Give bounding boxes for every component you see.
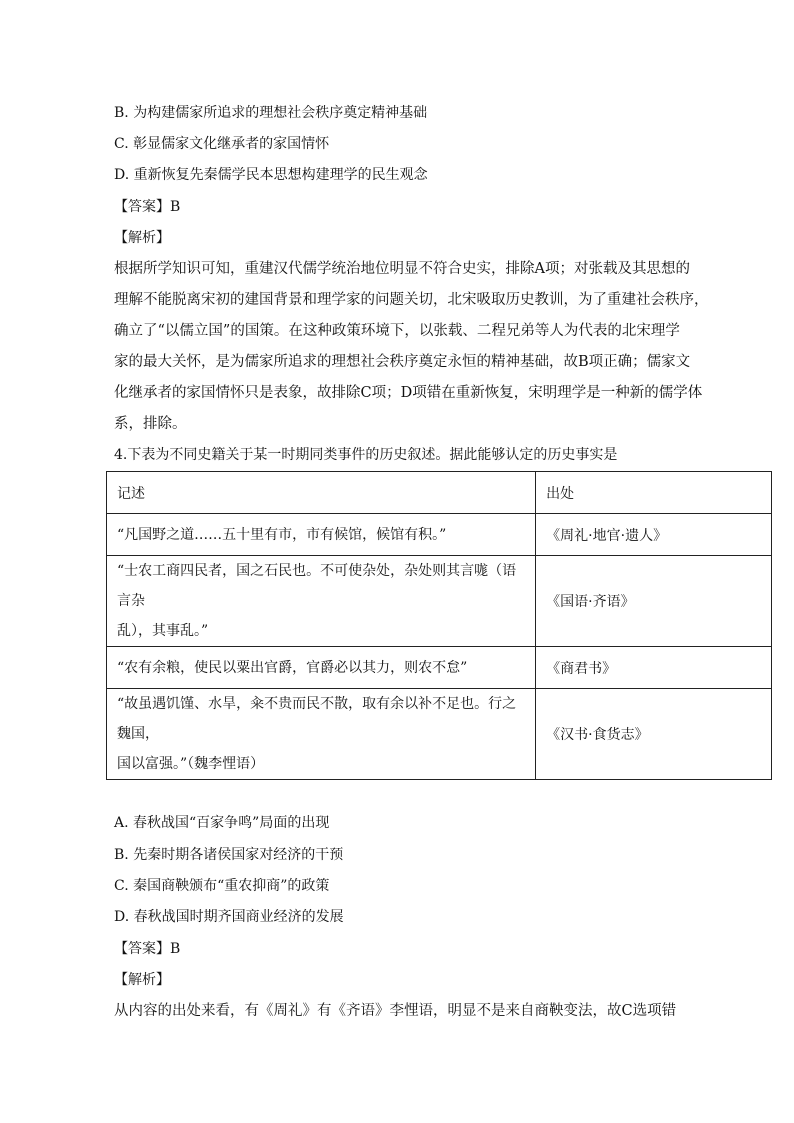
source-cell: 《商君书》 — [536, 647, 772, 689]
analysis-label-prev: 【解析】 — [114, 230, 170, 246]
analysis-prev-line: 化继承者的家国情怀只是表象，故排除C项；D项错在重新恢复，宋明理学是一种新的儒学体 — [114, 385, 703, 401]
analysis-first-line: 从内容的出处来看，有《周礼》有《齐语》李悝语，明显不是来自商鞅变法，故C选项错 — [114, 1003, 677, 1019]
table-row — [107, 647, 772, 689]
record-line: “士农工商四民者，国之石民也。不可使杂处，杂处则其言哤（语言杂 — [117, 563, 517, 609]
answer-prev: 【答案】B — [114, 199, 181, 215]
analysis-prev-line: 系，排除。 — [114, 416, 187, 432]
option-c: C. 秦国商鞅颁布“重农抑商”的政策 — [114, 878, 330, 894]
table-row — [107, 514, 772, 556]
option-b-prev: B. 为构建儒家所追求的理想社会秩序奠定精神基础 — [114, 105, 428, 121]
table-header-row — [107, 472, 772, 514]
record-line: 乱），其事乱。” — [117, 623, 209, 639]
analysis-prev-line: 理解不能脱离宋初的建国背景和理学家的问题关切，北宋吸取历史教训，为了重建社会秩序， — [114, 292, 709, 308]
header-record: 记述 — [107, 472, 536, 514]
source-cell: 《国语·齐语》 — [536, 556, 772, 647]
record-cell — [107, 647, 536, 689]
option-d: D. 春秋战国时期齐国商业经济的发展 — [114, 909, 344, 925]
analysis-prev-line: 确立了“以儒立国”的国策。在这种政策环境下，以张载、二程兄弟等人为代表的北宋理学 — [114, 323, 680, 339]
question-4-stem: 4.下表为不同史籍关于某一时期同类事件的历史叙述。据此能够认定的历史事实是 — [114, 447, 618, 463]
option-b: B. 先秦时期各诸侯国家对经济的干预 — [114, 847, 344, 863]
analysis-prev-line: 根据所学知识可知，重建汉代儒学统治地位明显不符合史实，排除A项；对张载及其思想的 — [114, 261, 690, 277]
record-cell — [107, 689, 536, 780]
answer: 【答案】B — [114, 941, 181, 957]
analysis-prev-paragraph — [114, 254, 709, 440]
analysis-label: 【解析】 — [114, 972, 170, 988]
option-d-prev: D. 重新恢复先秦儒学民本思想构建理学的民生观念 — [114, 167, 428, 183]
header-source: 出处 — [536, 472, 772, 514]
record-cell — [107, 514, 536, 556]
record-line: “农有余粮，使民以粟出官爵，官爵必以其力，则农不怠” — [117, 659, 468, 676]
record-line: 国以富强。”（魏李悝语） — [117, 756, 265, 772]
history-records-table — [106, 471, 772, 780]
table-row — [107, 689, 772, 780]
source-cell: 《周礼·地官·遗人》 — [536, 514, 772, 556]
record-line: “故虽遇饥馑、水旱，籴不贵而民不散，取有余以补不足也。行之魏国， — [117, 696, 517, 742]
record-line: “凡国野之道……五十里有市，市有候馆，候馆有积。” — [117, 526, 447, 543]
source-cell: 《汉书·食货志》 — [536, 689, 772, 780]
analysis-prev-line: 家的最大关怀，是为儒家所追求的理想社会秩序奠定永恒的精神基础，故B项正确；儒家文 — [114, 354, 691, 370]
option-c-prev: C. 彰显儒家文化继承者的家国情怀 — [114, 136, 330, 152]
table-row — [107, 556, 772, 647]
option-a: A. 春秋战国“百家争鸣”局面的出现 — [114, 815, 330, 831]
record-cell — [107, 556, 536, 647]
